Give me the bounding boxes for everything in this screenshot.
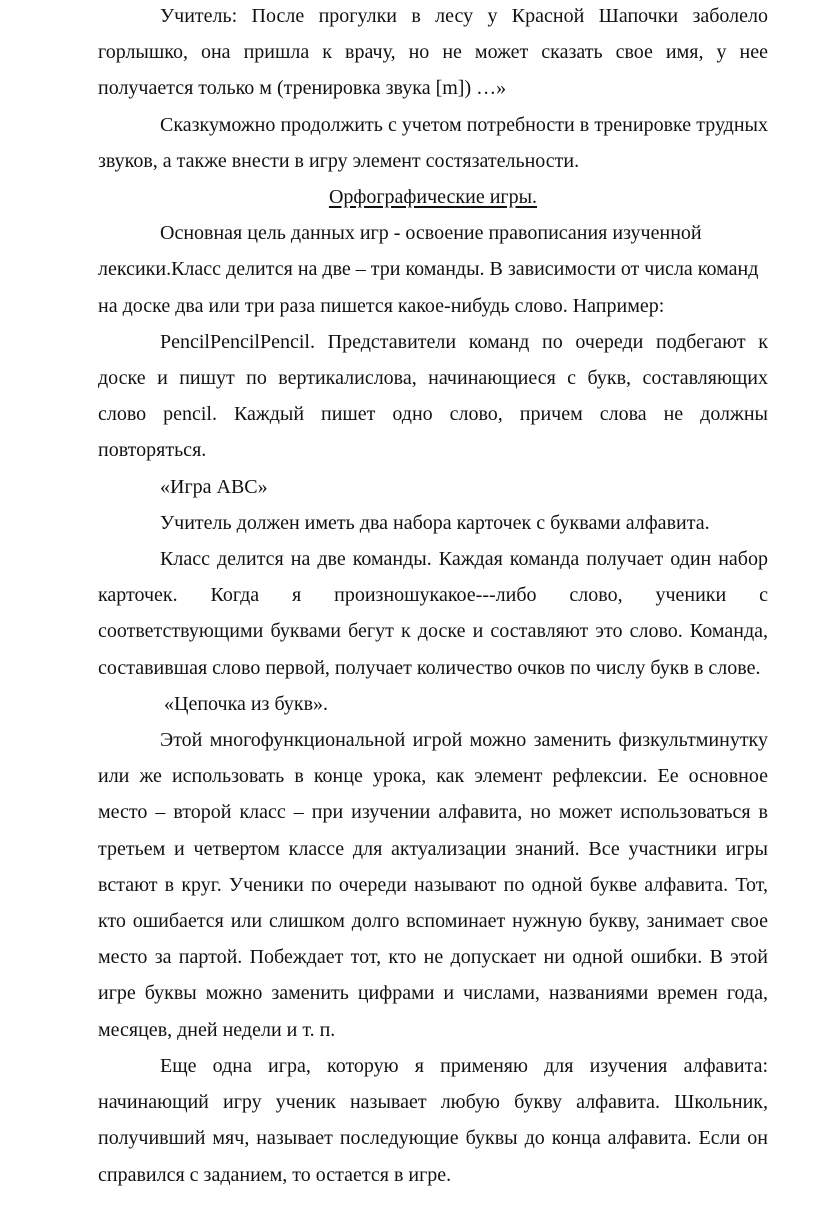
paragraph-teacher-dialogue: Учитель: После прогулки в лесу у Красной Шапочки заболело горлышко, она пришла к врачу, но не может сказать свое имя, у нее получается только м (тренировка звука [m]) …» [98,5,768,100]
paragraph-alphabet-ball-game: Еще одна игра, которую я применяю для изучения алфавита: начинающий игру ученик называет любую букву алфавита. Школьник, получивший мяч, называет последующие буквы до конца алфавита. Если он справился с заданием, то остается в игре. [98,1054,768,1186]
paragraph-card-sets: Учитель должен иметь два набора карточек с буквами алфавита. [160,511,710,534]
game-title-letter-chain: «Цепочка из букв». [164,692,329,715]
section-heading-spelling-games: Орфографические игры. [328,186,538,209]
paragraph-abc-rules: Класс делится на две команды. Каждая команда получает один набор карточек. Когда я произношукакое---либо слово, ученики с соответствующими буквами бегут к доске и составляют это слово. Команда, составившая слово первой, получает количество очков по числу букв в слове. [98,548,768,679]
paragraph-story-continuation: Сказкуможно продолжить с учетом потребности в тренировке трудных звуков, а также внести в игру элемент состязательности. [98,113,768,172]
paragraph-main-goal: Основная цель данных игр - освоение правописания изученной лексики.Класс делится на две – три команды. В зависимости от числа команд на доске два или три раза пишется какое-нибудь слово. Например: [98,222,759,317]
paragraph-pencil-game: PencilPencilPencil. Представители команд по очереди подбегают к доске и пишут по вертикалислова, начинающиеся с букв, составляющих слово pencil. Каждый пишет одно слово, причем слова не должны повторяться. [98,330,768,462]
document-page [98,0,768,1193]
game-title-abc: «Игра АВС» [160,475,268,498]
paragraph-letter-chain-rules: Этой многофункциональной игрой можно заменить физкультминутку или же использовать в конце урока, как элемент рефлексии. Ее основное место – второй класс – при изучении алфавита, но может использоваться в третьем и четвертом классе для актуализации знаний. Все участники игры встают в круг. Ученики по очереди называют по одной букве алфавита. Тот, кто ошибается или слишком долго вспоминает нужную букву, занимает свое место за партой. Побеждает тот, кто не допускает ни одной ошибки. В этой игре буквы можно заменить цифрами и числами, названиями времен года, месяцев, дней недели и т. п. [98,729,768,1041]
